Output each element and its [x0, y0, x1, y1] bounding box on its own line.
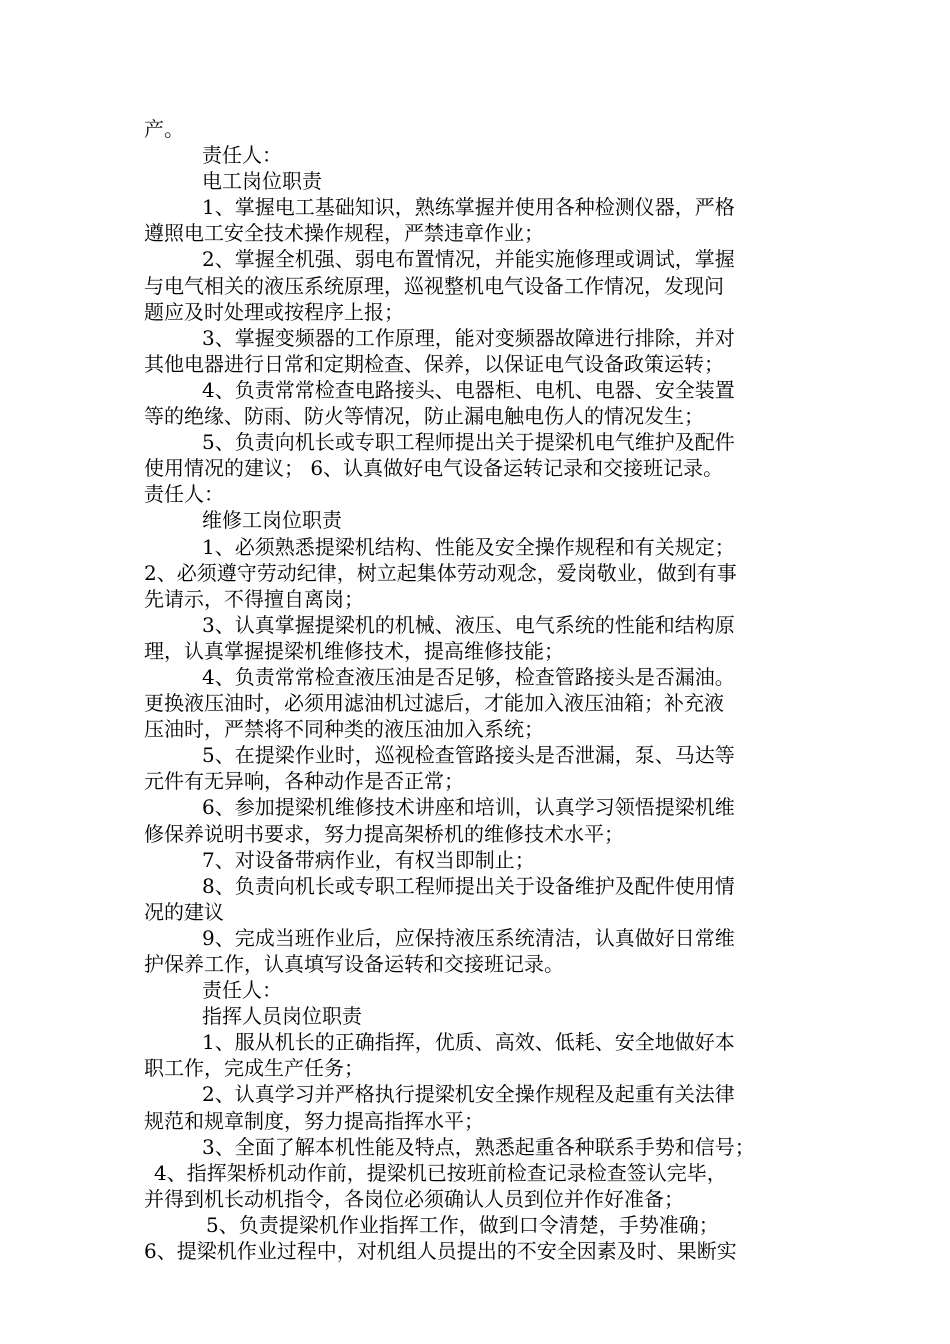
- text-line: 护保养工作，认真填写设备运转和交接班记录。: [144, 952, 564, 976]
- text-line: 5、负责向机长或专职工程师提出关于提梁机电气维护及配件: [202, 430, 735, 455]
- text-line: 9、完成当班作业后，应保持液压系统清洁，认真做好日常维: [202, 925, 735, 950]
- text-line: 其他电器进行日常和定期检查、保养，以保证电气设备政策运转；: [144, 351, 724, 376]
- text-line: 与电气相关的液压系统原理，巡视整机电气设备工作情况，发现问: [144, 273, 724, 298]
- text-line: 况的建议: [144, 899, 224, 924]
- text-line: 4、指挥架桥机动作前，提梁机已按班前检查记录检查签认完毕，: [154, 1160, 727, 1185]
- text-line: 等的绝缘、防雨、防火等情况，防止漏电触电伤人的情况发生；: [144, 404, 704, 429]
- text-line: 3、掌握变频器的工作原理，能对变频器故障进行排除，并对: [202, 325, 735, 350]
- text-line: 3、全面了解本机性能及特点，熟悉起重各种联系手势和信号；: [202, 1134, 755, 1159]
- text-line: 压油时，严禁将不同种类的液压油加入系统；: [144, 717, 544, 742]
- section-heading-signaler: 指挥人员岗位职责: [202, 1004, 362, 1029]
- text-line: 元件有无异响，各种动作是否正常；: [144, 769, 464, 794]
- text-line: 3、认真掌握提梁机的机械、液压、电气系统的性能和结构原: [202, 612, 735, 637]
- text-line: 4、负责常常检查电路接头、电器柜、电机、电器、安全装置: [202, 377, 735, 402]
- text-line: 4、负责常常检查液压油是否足够，检查管路接头是否漏油。: [202, 664, 735, 689]
- document-body: [144, 116, 814, 1264]
- section-heading-electrician: 电工岗位职责: [202, 169, 322, 194]
- text-line: 5、负责提梁机作业指挥工作，做到口令清楚，手势准确；: [206, 1212, 719, 1237]
- text-line: 5、在提梁作业时，巡视检查管路接头是否泄漏，泵、马达等: [202, 743, 735, 768]
- text-line: 题应及时处理或按程序上报；: [144, 299, 404, 324]
- responsible-person-label: 责任人：: [202, 143, 282, 168]
- text-line: 先请示，不得擅自离岗；: [144, 586, 364, 611]
- text-line: 1、掌握电工基础知识，熟练掌握并使用各种检测仪器，严格: [202, 195, 735, 220]
- section-heading-maintenance: 维修工岗位职责: [202, 508, 342, 533]
- text-line: 更换液压油时，必须用滤油机过滤后，才能加入液压油箱；补充液: [144, 691, 724, 716]
- text-line: 6、参加提梁机维修技术讲座和培训，认真学习领悟提梁机维: [202, 795, 735, 820]
- text-line: 使用情况的建议； 6、认真做好电气设备运转记录和交接班记录。: [144, 456, 724, 481]
- text-line: 2、掌握全机强、弱电布置情况，并能实施修理或调试，掌握: [202, 247, 735, 272]
- text-line: 1、必须熟悉提梁机结构、性能及安全操作规程和有关规定；: [202, 534, 735, 559]
- text-line: 产。: [144, 117, 184, 141]
- responsible-person-label: 责任人：: [144, 482, 224, 507]
- text-line: 1、服从机长的正确指挥，优质、高效、低耗、安全地做好本: [202, 1030, 735, 1055]
- text-line: 遵照电工安全技术操作规程，严禁违章作业；: [144, 221, 544, 246]
- text-line: 并得到机长动机指令，各岗位必须确认人员到位并作好准备；: [144, 1186, 684, 1211]
- text-line: 7、对设备带病作业，有权当即制止；: [202, 847, 535, 872]
- text-line: 2、认真学习并严格执行提梁机安全操作规程及起重有关法律: [202, 1082, 735, 1107]
- text-line: 2、必须遵守劳动纪律，树立起集体劳动观念，爱岗敬业，做到有事: [144, 560, 737, 585]
- responsible-person-label: 责任人：: [202, 978, 282, 1003]
- text-line: 8、负责向机长或专职工程师提出关于设备维护及配件使用情: [202, 873, 735, 898]
- text-line: 6、提梁机作业过程中，对机组人员提出的不安全因素及时、果断实: [144, 1239, 737, 1264]
- text-line: 职工作，完成生产任务；: [144, 1056, 364, 1081]
- text-line: 修保养说明书要求，努力提高架桥机的维修技术水平；: [144, 821, 624, 846]
- text-line: 理，认真掌握提梁机维修技术，提高维修技能；: [144, 638, 564, 663]
- text-line: 规范和规章制度，努力提高指挥水平；: [144, 1108, 484, 1133]
